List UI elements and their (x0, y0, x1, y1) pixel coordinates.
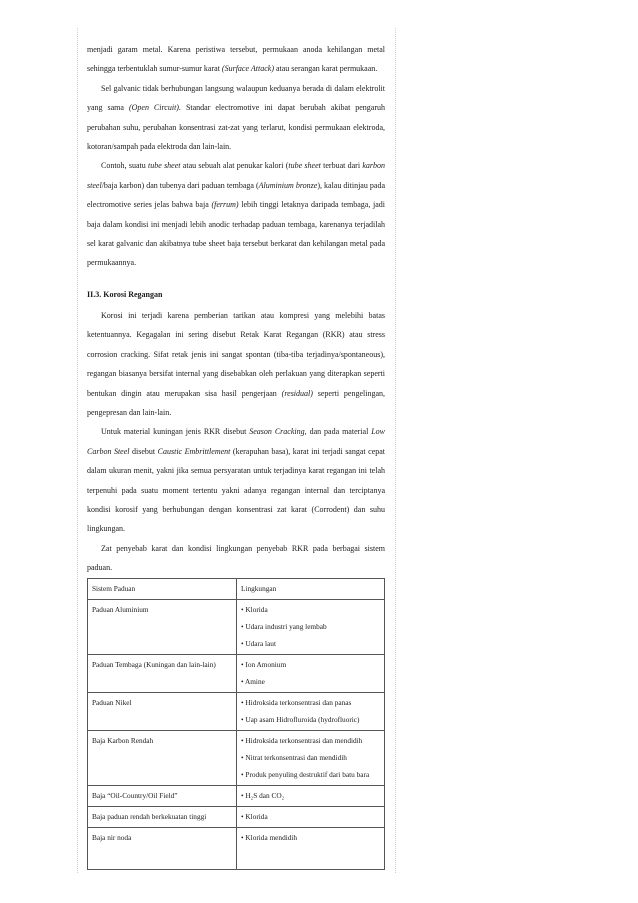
table-cell-environment (237, 730, 385, 785)
paragraph-1: menjadi garam metal. Karena peristiwa tersebut, permukaan anoda kehilangan metal sehingga terbentuklah sumur-sumur karat (Surface Attack) atau serangan karat permukaan. (87, 45, 385, 74)
header-sistem-paduan: Sistem Paduan (88, 578, 237, 599)
section-heading: II.3. Korosi Regangan (87, 289, 163, 299)
left-margin-line (77, 28, 78, 873)
paragraph-3: Contoh, suatu tube sheet atau sebuah alat penukar kalori (tube sheet terbuat dari karbon steel/baja karbon) dan tubenya dari paduan tembaga (Aluminium bronze), kalau ditinjau pada electromotive series jelas bahwa baja (ferrum) lebih tinggi letaknya daripada tembaga, jadi baja dalam kondisi ini menjadi lebih anodic terhadap paduan tembaga, karenanya terjadilah sel karat galvanic dan akibatnya tube sheet baja tersebut berkarat dan kehilangan metal pada permukaannya. (87, 161, 386, 268)
table-cell-system: Baja nir noda (88, 827, 237, 869)
table-cell-environment (237, 599, 385, 654)
paragraph-2: Sel galvanic tidak berhubungan langsung walaupun keduanya berada di dalam elektrolit yang sama (Open Circuit). Standar electromotive ini dapat berubah akibat pengaruh perubahan suhu, perubahan konsentrasi zat-zat yang terlarut, kondisi permukaan elektroda, kotoran/sampah pada elektroda dan lain-lain. (87, 83, 386, 152)
document-body (87, 40, 385, 870)
table-row (88, 827, 385, 869)
list-item: • Klorida (241, 601, 380, 618)
table-row (88, 599, 385, 654)
list-item: • Amine (241, 673, 380, 690)
list-item: • Hidroksida terkonsentrasi dan panas (241, 694, 380, 711)
table-cell-environment (237, 806, 385, 827)
right-margin-line (395, 28, 396, 873)
list-item: • Ion Amonium (241, 656, 380, 673)
list-item: • Udara laut (241, 635, 380, 652)
table-row (88, 730, 385, 785)
table-cell-environment (237, 827, 385, 869)
table-row (88, 692, 385, 730)
table-cell-environment (237, 654, 385, 692)
table-cell-environment (237, 692, 385, 730)
paragraph-4: Korosi ini terjadi karena pemberian tarikan atau kompresi yang melebihi batas ketentuannya. Kegagalan ini sering disebut Retak Karat Regangan (RKR) atau stress corrosion cracking. Sifat retak jenis ini sangat spontan (tiba-tiba terjadinya/spontaneous), regangan biasanya bersifat internal yang disebabkan oleh perlakuan yang diterapkan seperti bentukan dingin atau merupakan sisa hasil pengerjaan (residual) seperti pengelingan, pengepresan dan lain-lain. (87, 310, 386, 417)
table-header-row (88, 578, 385, 599)
table-cell-system: Baja paduan rendah berkekuatan tinggi (88, 806, 237, 827)
list-item: • H₂S dan CO₂ (241, 787, 380, 804)
table-cell-system: Baja Karbon Rendah (88, 730, 237, 785)
paragraph-5: Untuk material kuningan jenis RKR disebut Season Cracking, dan pada material Low Carbon Steel disebut Caustic Embrittlement (kerapuhan basa), karat ini terjadi sangat cepat dalam ukuran menit, yakni jika semua persyaratan untuk terjadinya karat regangan ini telah terpenuhi pada suatu moment tertentu yakni adanya regangan internal dan terciptanya kondisi korosif yang berhubungan dengan konsentrasi zat karat (Corrodent) dan suhu lingkungan. (87, 427, 386, 534)
table-cell-environment (237, 785, 385, 806)
table-cell-system: Paduan Tembaga (Kuningan dan lain-lain) (88, 654, 237, 692)
list-item: • Nitrat terkonsentrasi dan mendidih (241, 749, 380, 766)
list-item: • Uap asam Hidrofluroida (hydrofluoric) (241, 711, 380, 728)
table-row (88, 654, 385, 692)
table-cell-system: Paduan Aluminium (88, 599, 237, 654)
table-row (88, 806, 385, 827)
list-item: • Hidroksida terkonsentrasi dan mendidih (241, 732, 380, 749)
list-item: • Klorida (241, 808, 380, 825)
list-item: • Klorida mendidih (241, 829, 380, 846)
alloy-environment-table (87, 578, 385, 870)
table-cell-system: Paduan Nikel (88, 692, 237, 730)
list-item: • Produk penyuling destruktif dari batu bara (241, 766, 380, 783)
table-cell-system: Baja “Oil-Country/Oil Field” (88, 785, 237, 806)
paragraph-6: Zat penyebab karat dan kondisi lingkungan penyebab RKR pada berbagai sistem paduan. (87, 543, 385, 573)
table-row (88, 785, 385, 806)
header-lingkungan: Lingkungan (237, 578, 385, 599)
list-item: • Udara industri yang lembab (241, 618, 380, 635)
